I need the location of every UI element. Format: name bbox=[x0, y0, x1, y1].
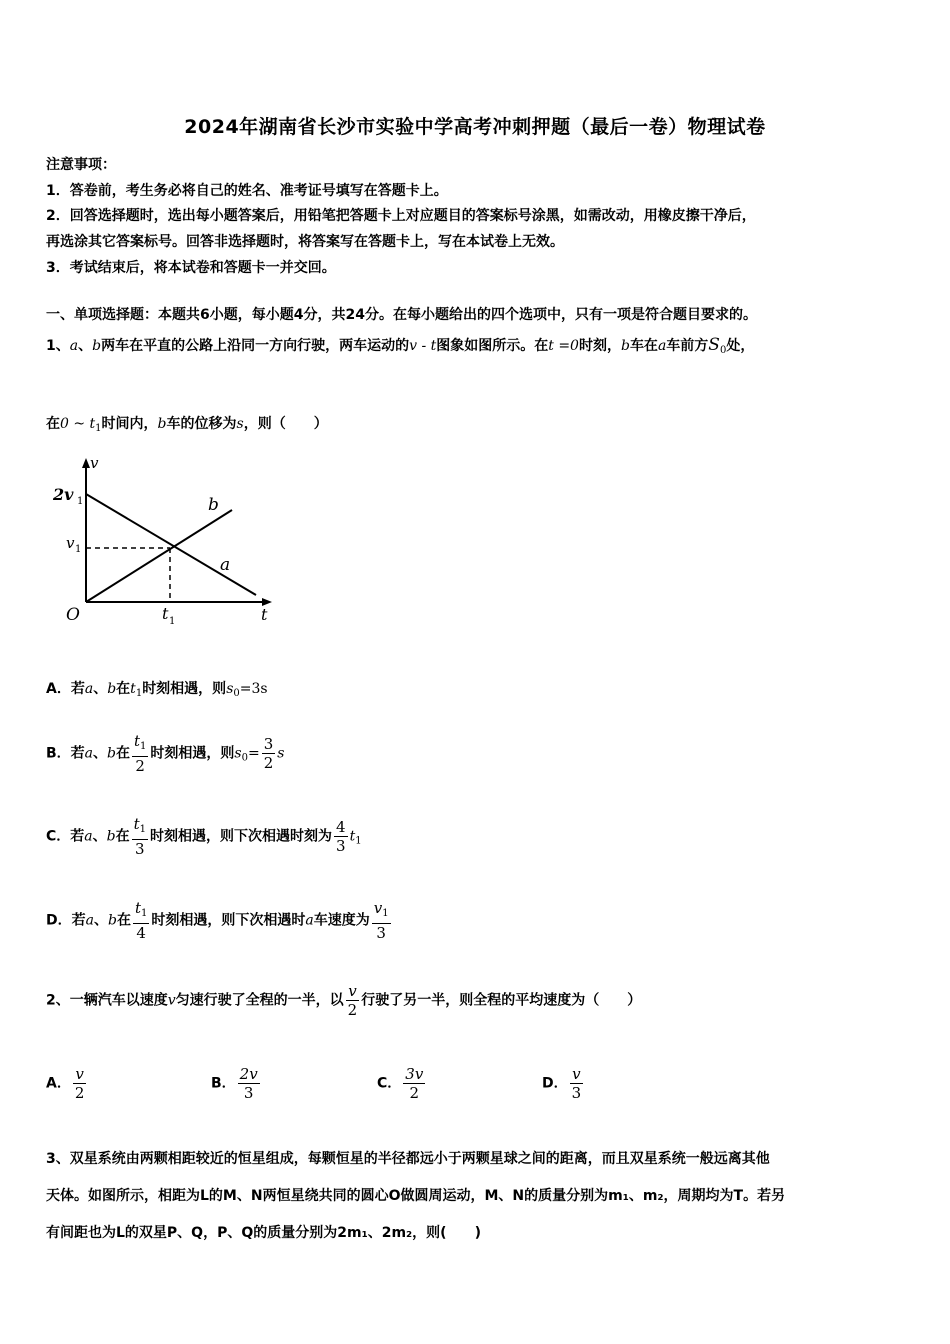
q1-option-b[interactable]: B．若a、b在 $\frac{t_1}{2}$ 时刻相遇，则$s_0=$ $\frac{3}{2}$ s bbox=[46, 732, 285, 775]
label-2v1: 2v bbox=[53, 485, 74, 504]
v-axis-arrow bbox=[82, 458, 90, 468]
fraction-t1-over-2: $\frac{t_1}{2}$ bbox=[134, 732, 147, 775]
fraction-t1-over-4: $\frac{t_1}{4}$ bbox=[134, 899, 148, 942]
q2-option-b[interactable]: B． $\frac{2v}{3}$ bbox=[211, 1065, 258, 1102]
section-heading: 一、单项选择题：本题共6小题，每小题4分，共24分。在每小题给出的四个选项中，只有一项是符合题目要求的。 bbox=[46, 307, 757, 323]
fraction-v-over-2: $\frac{v}{2}$ bbox=[347, 982, 358, 1019]
notice-item-2-line-1: 2．回答选择题时，选出每小题答案后，用铅笔把答题卡上对应题目的答案标号涂黑，如需改动，用橡皮擦干净后， bbox=[46, 208, 756, 224]
question-3-line-3: 有间距也为L的双星P、Q，P、Q的质量分别为2m₁、2m₂，则( ) bbox=[46, 1225, 481, 1241]
vt-graph bbox=[48, 452, 288, 632]
fraction-3-over-2: $\frac{3}{2}$ bbox=[263, 735, 274, 772]
line-b bbox=[86, 510, 232, 602]
label-v1: v bbox=[66, 534, 75, 552]
notice-heading: 注意事项： bbox=[46, 157, 116, 173]
q2-option-a[interactable]: A． $\frac{v}{2}$ bbox=[46, 1065, 85, 1102]
line-a bbox=[86, 494, 256, 595]
label-t1: t bbox=[162, 604, 169, 623]
fraction-4-over-3: $\frac{4}{3}$ bbox=[336, 818, 346, 855]
label-2v1-sub: 1 bbox=[77, 496, 84, 507]
fraction-v1-over-3: $\frac{v_1}{3}$ bbox=[373, 899, 389, 942]
t-axis-label: t bbox=[261, 605, 268, 624]
q1-option-d[interactable]: D．若a、b在 $\frac{t_1}{4}$ 时刻相遇，则下次相遇时a车速度为 $\frac{v_1}{3}$ bbox=[46, 899, 389, 942]
notice-item-2-line-2: 再选涂其它答案标号。回答非选择题时，将答案写在答题卡上，写在本试卷上无效。 bbox=[46, 234, 564, 250]
question-2-stem: 2、一辆汽车以速度v匀速行驶了全程的一半，以 $\frac{v}{2}$ 行驶了另一半，则全程的平均速度为（ ） bbox=[46, 982, 642, 1019]
q2-option-c[interactable]: C． $\frac{3v}{2}$ bbox=[377, 1065, 424, 1102]
label-t1-sub: 1 bbox=[169, 616, 176, 627]
label-v1-sub: 1 bbox=[75, 544, 82, 555]
q1-option-a[interactable]: A．若a、b在$t_1$时刻相遇，则$s_0=3s$ bbox=[46, 681, 268, 699]
question-1-stem-line-1: 1、a、b两车在平直的公路上沿同一方向行驶，两车运动的v - t图象如图所示。在t =0时刻，b车在a车前方$S_0$处， bbox=[46, 335, 755, 356]
line-b-label: b bbox=[208, 495, 219, 515]
q2-option-d-fraction: $\frac{v}{3}$ bbox=[571, 1065, 582, 1102]
origin-label: O bbox=[66, 605, 80, 625]
v-axis-label: v bbox=[90, 454, 99, 472]
question-3-line-2: 天体。如图所示，相距为L的M、N两恒星绕共同的圆心O做圆周运动，M、N的质量分别为m₁、m₂，周期均为T。若另 bbox=[46, 1188, 786, 1204]
q2-option-a-fraction: $\frac{v}{2}$ bbox=[74, 1065, 85, 1102]
fraction-t1-over-3: $\frac{t_1}{3}$ bbox=[133, 815, 147, 858]
notice-item-3: 3．考试结束后，将本试卷和答题卡一并交回。 bbox=[46, 260, 336, 276]
line-a-label: a bbox=[220, 555, 231, 575]
q2-option-b-fraction: $\frac{2v}{3}$ bbox=[239, 1065, 258, 1102]
question-1-stem-line-2: 在0 ~ $t_1$时间内，b车的位移为s，则（ ） bbox=[46, 416, 328, 434]
q2-option-d[interactable]: D． $\frac{v}{3}$ bbox=[542, 1065, 582, 1102]
q2-option-c-fraction: $\frac{3v}{2}$ bbox=[405, 1065, 424, 1102]
notice-item-1: 1．答卷前，考生务必将自己的姓名、准考证号填写在答题卡上。 bbox=[46, 183, 448, 199]
page-title: 2024年湖南省长沙市实验中学高考冲刺押题（最后一卷）物理试卷 bbox=[184, 116, 766, 138]
q1-option-c[interactable]: C．若a、b在 $\frac{t_1}{3}$ 时刻相遇，则下次相遇时刻为 $\frac{4}{3}$ $t_1$ bbox=[46, 815, 362, 858]
question-3-line-1: 3、双星系统由两颗相距较近的恒星组成，每颗恒星的半径都远小于两颗星球之间的距离，而且双星系统一般远离其他 bbox=[46, 1151, 770, 1167]
